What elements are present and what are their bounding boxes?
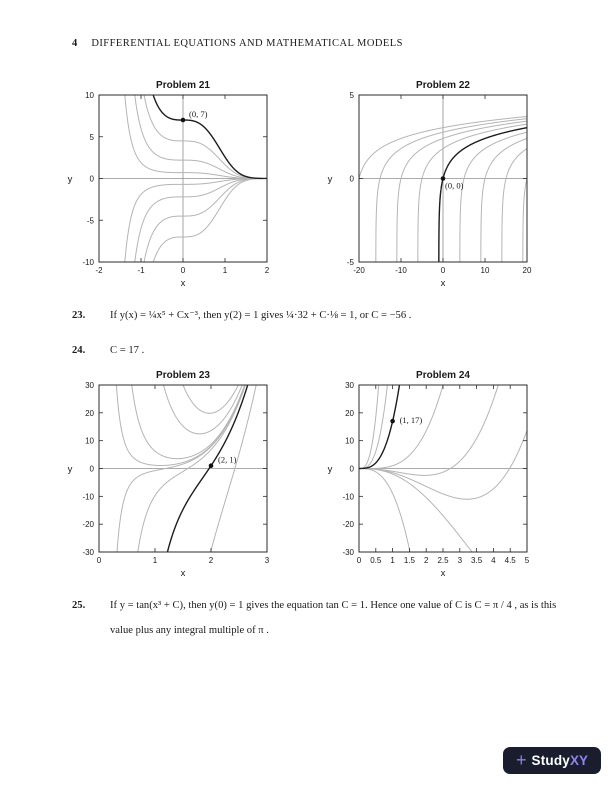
y-tick-label: -30 — [342, 548, 354, 557]
initial-point-marker — [390, 419, 395, 424]
y-axis-label: y — [327, 174, 333, 185]
logo-text-xy: XY — [570, 753, 589, 768]
x-tick-label: 1 — [390, 556, 395, 565]
studyxy-logo — [503, 747, 601, 774]
logo-text-study: Study — [531, 753, 570, 768]
initial-point-marker — [209, 463, 214, 468]
problem-text-line: If y = tan(x³ + C), then y(0) = 1 gives the equation tan C = 1. Hence one value of C is — [110, 600, 472, 611]
x-tick-label: -1 — [137, 266, 145, 275]
page-header — [72, 38, 403, 49]
chart-problem-21 — [62, 76, 292, 288]
y-tick-label: 10 — [85, 436, 94, 446]
y-tick-label: -30 — [82, 548, 94, 557]
x-tick-label: 5 — [524, 556, 530, 565]
chart-title: Problem 21 — [156, 80, 210, 91]
initial-point-label: (0, 0) — [445, 180, 464, 191]
x-axis-label: x — [180, 568, 186, 578]
x-tick-label: 2 — [208, 556, 214, 565]
initial-point-marker — [181, 118, 186, 123]
x-tick-label: 0 — [96, 556, 102, 565]
x-tick-label: 3 — [264, 556, 270, 565]
problem-number: 23. — [72, 310, 86, 321]
y-tick-label: 0 — [89, 174, 94, 184]
y-axis-label: y — [67, 464, 73, 475]
initial-point-label: (2, 1) — [218, 454, 237, 465]
x-tick-label: 4 — [491, 556, 496, 565]
x-tick-label: 1 — [152, 556, 158, 565]
x-tick-label: 3 — [457, 556, 463, 565]
y-tick-label: 5 — [89, 132, 94, 142]
y-tick-label: 30 — [85, 381, 94, 390]
x-tick-label: 1 — [222, 266, 228, 275]
y-tick-label: 10 — [85, 91, 94, 100]
x-tick-label: 0 — [180, 266, 186, 275]
y-tick-label: 30 — [345, 381, 354, 390]
y-tick-label: -20 — [82, 520, 94, 530]
x-tick-label: 0 — [356, 556, 362, 565]
chart-title: Problem 24 — [416, 370, 470, 381]
chapter-title: DIFFERENTIAL EQUATIONS AND MATHEMATICAL MODELS — [91, 38, 403, 49]
chart-problem-23 — [62, 366, 292, 578]
y-tick-label: 5 — [349, 91, 354, 100]
x-tick-label: 4.5 — [504, 556, 516, 565]
y-tick-label: 20 — [85, 408, 94, 418]
x-axis-label: x — [440, 278, 446, 288]
x-tick-label: 10 — [480, 266, 490, 275]
y-tick-label: -5 — [86, 216, 94, 226]
page-number: 4 — [72, 38, 78, 49]
x-tick-label: 0.5 — [370, 556, 382, 565]
y-tick-label: 0 — [349, 464, 354, 474]
y-tick-label: -5 — [346, 258, 354, 267]
y-tick-label: -20 — [342, 520, 354, 530]
chart-problem-22 — [322, 76, 552, 288]
y-tick-label: -10 — [342, 492, 354, 502]
chart-title: Problem 22 — [416, 80, 470, 91]
x-tick-label: 1.5 — [403, 556, 415, 565]
y-tick-label: -10 — [82, 492, 94, 502]
x-tick-label: -2 — [95, 266, 103, 275]
x-tick-label: 2.5 — [437, 556, 449, 565]
x-tick-label: 2 — [423, 556, 429, 565]
chart-problem-24 — [322, 366, 552, 578]
initial-point-label: (1, 17) — [399, 415, 423, 426]
y-axis-label: y — [327, 464, 333, 475]
problem-text: If y(x) = ¼x⁵ + Cx⁻³, then y(2) = 1 gives ¼·32 + C·⅛ = 1, or C = −56 . — [110, 310, 412, 321]
problem-text-line: C = π / 4 , as is this value plus any integral multiple of π . — [110, 600, 557, 636]
chart-title: Problem 23 — [156, 370, 210, 381]
x-tick-label: 2 — [264, 266, 270, 275]
x-tick-label: 20 — [522, 266, 532, 275]
x-tick-label: -20 — [353, 266, 365, 275]
x-axis-label: x — [180, 278, 186, 288]
problem-number: 24. — [72, 345, 86, 356]
problem-25-solution — [72, 593, 562, 643]
y-tick-label: 0 — [89, 464, 94, 474]
x-tick-label: -10 — [395, 266, 407, 275]
problem-number: 25. — [72, 600, 86, 611]
problem-text — [110, 593, 562, 643]
initial-point-label: (0, 7) — [189, 109, 208, 120]
x-tick-label: 3.5 — [471, 556, 483, 565]
y-tick-label: -10 — [82, 258, 94, 267]
problem-24-solution — [72, 338, 562, 363]
y-tick-label: 10 — [345, 436, 354, 446]
problem-text: C = 17 . — [110, 345, 145, 356]
x-tick-label: 0 — [440, 266, 446, 275]
problem-23-solution — [72, 303, 562, 328]
plus-icon: + — [515, 749, 527, 770]
x-axis-label: x — [440, 568, 446, 578]
y-tick-label: 0 — [349, 174, 354, 184]
y-tick-label: 20 — [345, 408, 354, 418]
y-axis-label: y — [67, 174, 73, 185]
